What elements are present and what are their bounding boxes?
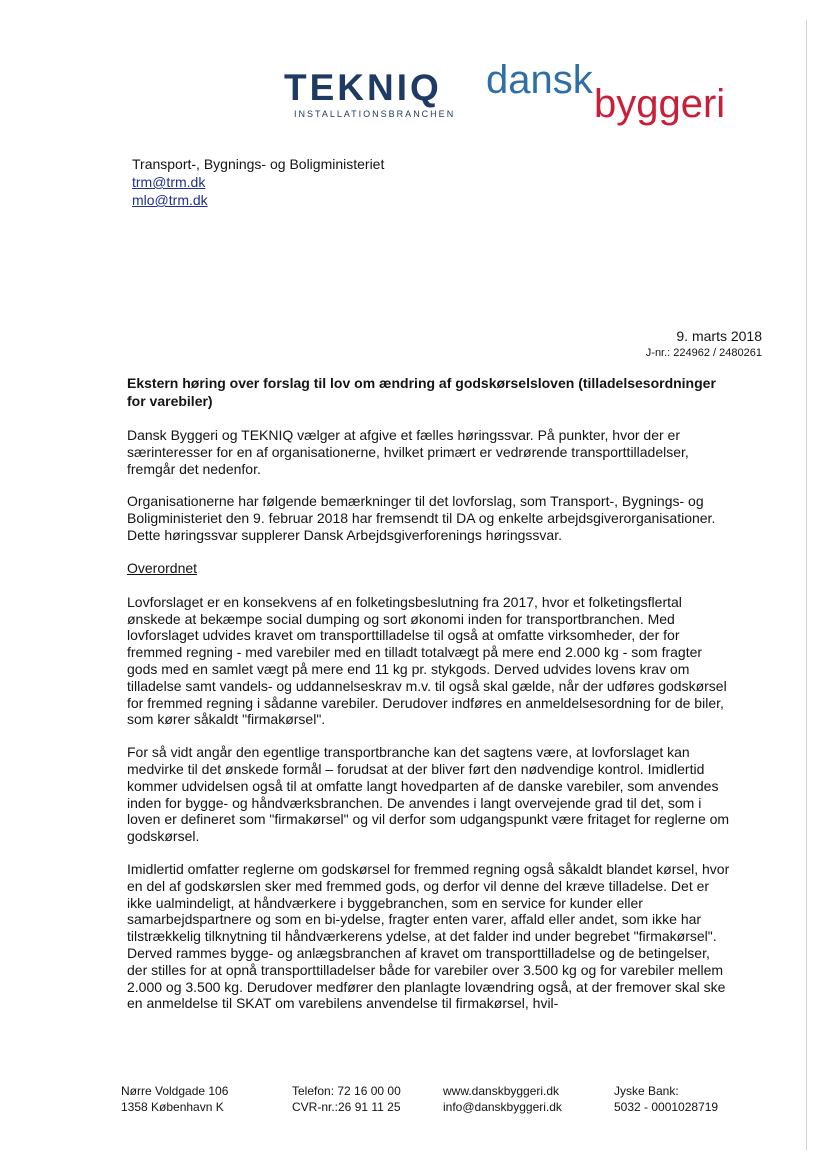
footer-bank-account: 5032 - 0001028719 [614,1100,719,1114]
letter-subject: Ekstern høring over forslag til lov om ændring af godskørselsloven (tilladelsesordninger for varebiler) [127,375,716,409]
footer-address-line: Nørre Voldgade 106 [121,1084,229,1098]
tekniq-logo [284,66,484,126]
journal-number: J-nr.: 224962 / 2480261 [645,347,762,359]
tekniq-logo-wordmark: TEKNIQ [284,67,442,108]
recipient-email-link[interactable]: mlo@trm.dk [132,192,208,208]
page-edge-line [806,20,807,1150]
footer-phone [292,1083,401,1115]
tekniq-logo-tagline: INSTALLATIONSBRANCHEN [294,109,456,119]
letter-body [127,374,733,1028]
body-paragraph: Imidlertid omfatter reglerne om godskørsel for fremmed regning også såkaldt blandet kørsel, hvor en del af godskørslen sker med fremmed gods, og derfor vil denne del kræve tilladelse. Det er ikke ualmindeligt, at håndværkere i byggebranchen, som en service for kunder eller samarbejdspartnere og som en bi-ydelse, fragter enten varer, affald eller andet, som ikke har tilstrækkelig tilknytning til håndværkerens ydelse, at det falder ind under begrebet "firmakørsel". Derved rammes bygge- og anlægsbranchen af kravet om transporttilladelse og de betingelser, der stilles for at opnå transporttilladelser både for varebiler over 3.500 kg og for varebiler mellem 2.000 og 3.500 kg. Derudover medfører den planlagte lovændring også, at der fremover skal ske en anmeldelse til SKAT om varebilens anvendelse til firmakørsel, hvil- [127,860,730,1012]
body-paragraph: For så vidt angår den egentlige transportbranche kan det sagtens være, at lovforslaget kan medvirke til det ønskede formål – forudsat at der bliver ført den nødvendige kontrol. Imidlertid kommer udvidelsen også til at omfatte langt hovedparten af de danske varebiler, som anvendes inden for bygge- og håndværksbranchen. De anvendes i langt overvejende grad til det, som i loven er defineret som "firmakørsel" og vil derfor som udgangspunkt være fritaget for reglerne om godskørsel. [127,744,730,845]
section-heading: Overordnet [127,559,198,576]
footer-website: www.danskbyggeri.dk [443,1084,560,1098]
body-paragraph: Lovforslaget er en konsekvens af en folketingsbeslutning fra 2017, hvor et folketingsflertal ønskede at bekæmpe social dumping og sort økonomi inden for transportbranchen. Med lovforslaget udvides kravet om transporttilladelse til også at omfatte virksomheder, der for fremmed regning - med varebiler med en tilladt totalvægt på mere end 2.000 kg - som fragter gods med en samlet vægt på mere end 11 kg pr. stykgods. Derved udvides lovens krav om tilladelse samt vandels- og uddannelseskrav m.v. til også skal gælde, når der udføres godskørsel for fremmed regning i sådanne varebiler. Derudover indføres en anmeldelsesordning for de biler, som kører såkaldt "firmakørsel". [127,593,727,728]
dansk-byggeri-logo [486,58,746,128]
dansk-byggeri-logo-byggeri: byggeri [594,82,726,126]
footer-web [443,1083,562,1115]
date-block [646,327,762,361]
dansk-byggeri-logo-dansk: dansk [486,58,593,102]
footer-email: info@danskbyggeri.dk [443,1100,562,1114]
footer-bank-name: Jyske Bank: [614,1084,679,1098]
footer-bank [614,1083,718,1115]
body-paragraph: Organisationerne har følgende bemærkninger til det lovforslag, som Transport-, Bygnings- og Boligministeriet den 9. februar 2018 har fremsendt til DA og enkelte arbejdsgiverorganisationer. Dette høringssvar supplerer Dansk Arbejdsgiverforenings høringssvar. [127,493,716,543]
recipient-email-link[interactable]: trm@trm.dk [132,174,206,190]
footer-cvr-line: CVR-nr.:26 91 11 25 [292,1100,401,1114]
footer-address [121,1083,228,1115]
footer-address-line: 1358 København K [121,1100,224,1114]
footer-phone-line: Telefon: 72 16 00 00 [292,1084,401,1098]
letter-date: 9. marts 2018 [676,328,762,344]
recipient-name: Transport-, Bygnings- og Boligministeriet [132,156,385,172]
body-paragraph: Dansk Byggeri og TEKNIQ vælger at afgive et fælles høringssvar. På punkter, hvor der er særinteresser for en af organisationerne, hvilket primært er vedrørende transporttilladelser, fremgår det nedenfor. [127,427,689,477]
recipient-address [132,155,384,209]
